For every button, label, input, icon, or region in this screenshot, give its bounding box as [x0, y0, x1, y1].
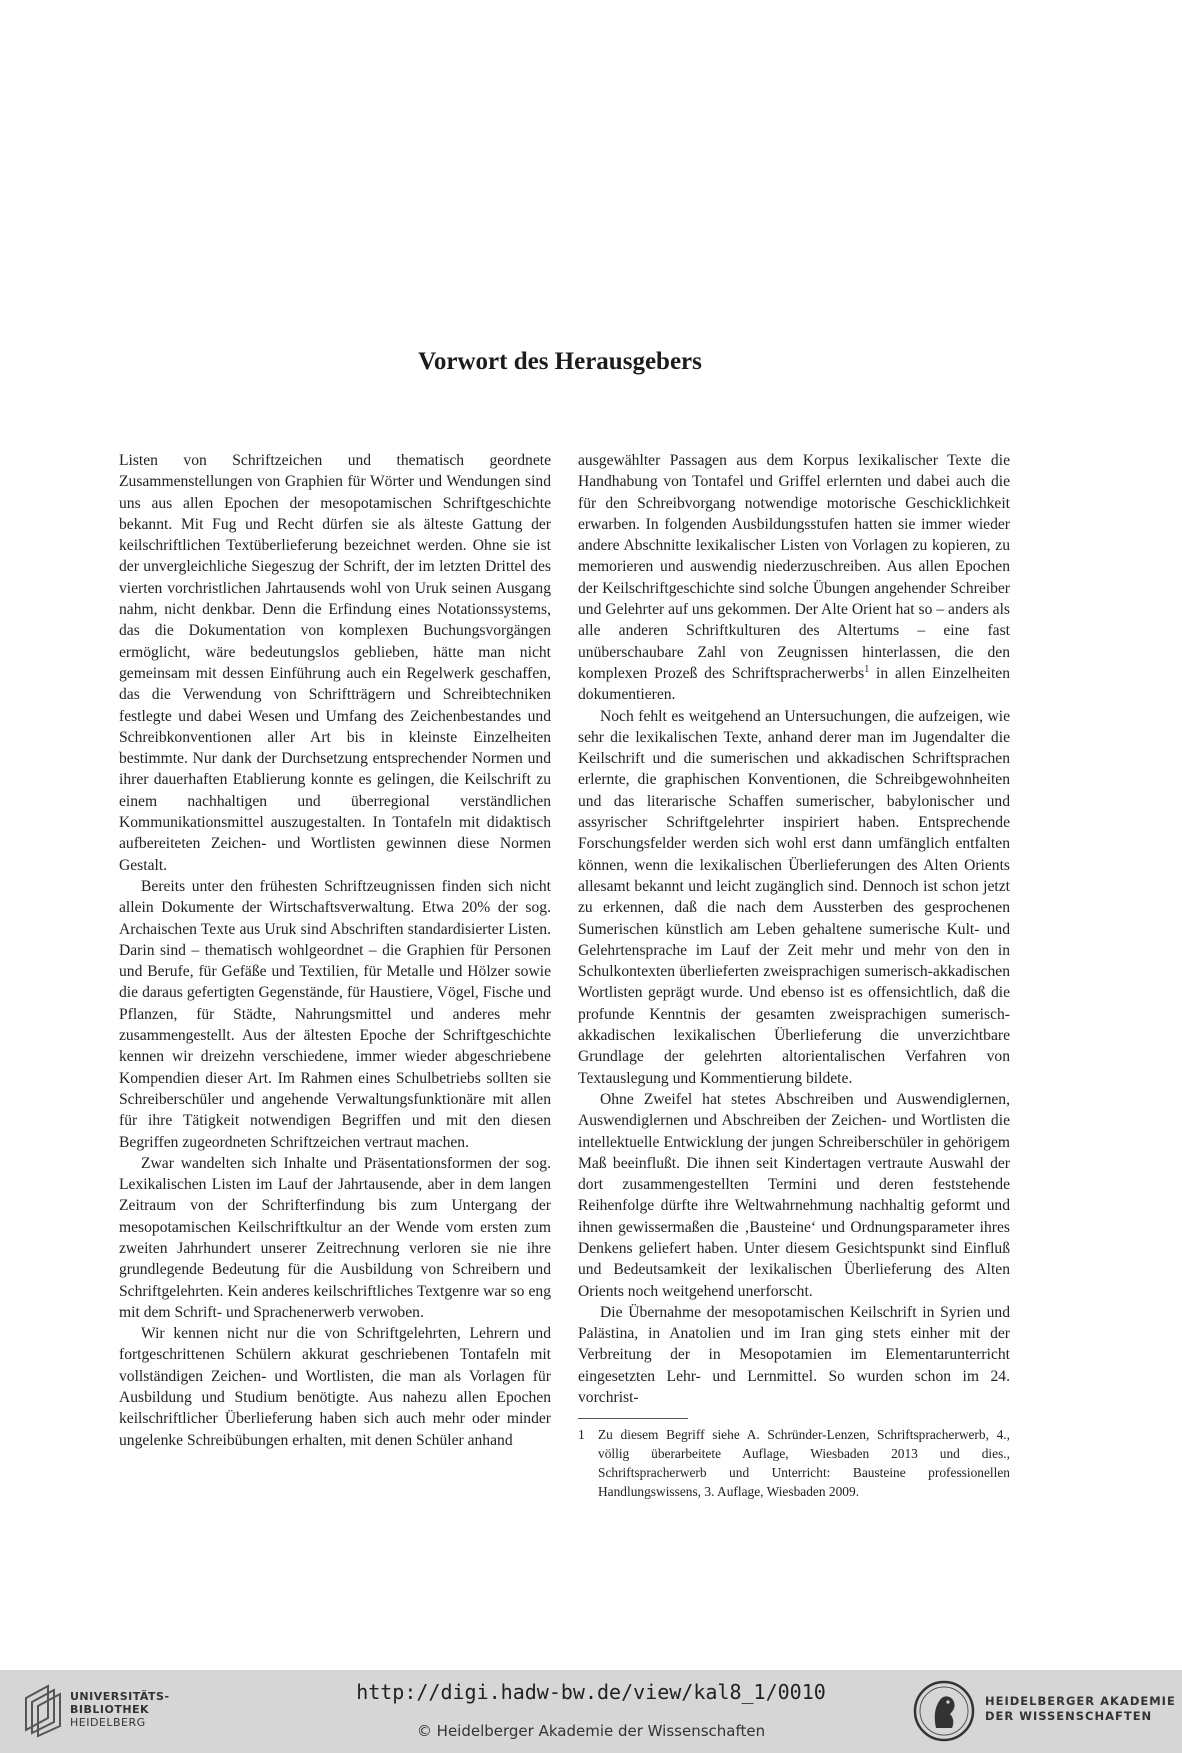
left-column: [119, 450, 551, 1451]
paragraph-text: ausgewählter Passagen aus dem Korpus lexikalischer Texte die Handhabung von Tontafel und Griffel erlernten und dabei auch die für den Schreibvorgang notwendige motorische Geschicklichkeit erwarben. In folgenden Ausbildungsstufen hatten sie immer wieder andere Abschnitte lexikalischer Listen von Vorlagen zu kopieren, zu memorieren und auswendig niederzuschreiben. Aus allen Epochen der Keilschriftgeschichte sind solche Übungen angehender Schreiber und Gelehrter auf uns gekommen. Der Alte Orient hat so – anders als alle anderen Schriftkulturen des Altertums – eine fast unüberschaubare Zahl von Zeugnissen hinterlassen, die den komplexen Prozeß des Schriftspracherwerbs: [578, 452, 1010, 682]
footnote-divider: [578, 1418, 688, 1419]
paragraph: Bereits unter den frühesten Schriftzeugnissen finden sich nicht allein Dokumente der Wirtschaftsverwaltung. Etwa 20% der sog. Archaischen Texte aus Uruk sind Abschriften standardisierter Listen. Darin sind – thematisch wohlgeordnet – die Graphien für Personen und Berufe, für Gefäße und Textilien, für Metalle und Hölzer sowie die daraus gefertigten Gegenstände, für Haustiere, Vögel, Fische und Pflanzen, für Städte, Nahrungsmittel und anderes mehr zusammengestellt. Aus der ältesten Epoche der Schriftgeschichte kennen wir dreizehn verschiedene, immer wieder abgeschriebene Kompendien dieser Art. Im Rahmen eines Schulbetriebs sollten sie Schreiberschüler und angehende Verwaltungsfunktionäre mit allen für ihre Tätigkeit notwendigen Begriffen und mit den diesen Begriffen zugeordneten Schriftzeichen vertraut machen.: [119, 877, 551, 1151]
paragraph: Zwar wandelten sich Inhalte und Präsentationsformen der sog. Lexikalischen Listen im Lauf der Jahrtausende, aber in dem langen Zeitraum von der Schrifterfindung bis zum Untergang der mesopotamischen Keilschriftkultur an der Wende vom ersten zum zweiten Jahrhundert unserer Zeitrechnung verloren sie nie ihre grundlegende Bedeutung für die Ausbildung von Schreibern und Schriftgelehrten. Kein anderes keilschriftliches Textgenre war so eng mit dem Schrift- und Sprachenerwerb verwoben.: [119, 1154, 551, 1321]
footer-bar: [0, 1670, 1182, 1753]
logo-text-line: DER WISSENSCHAFTEN: [985, 1709, 1153, 1723]
page-title: Vorwort des Herausgebers: [418, 348, 702, 375]
logo-text-line: UNIVERSITÄTS-: [70, 1690, 170, 1703]
academy-name[interactable]: [985, 1694, 1176, 1724]
footnote: [578, 1425, 1010, 1501]
right-column: [578, 450, 1010, 1501]
logo-text-line: BIBLIOTHEK: [70, 1703, 150, 1716]
paragraph: Listen von Schriftzeichen und thematisch geordnete Zusammenstellungen von Graphien für Wörter und Wendungen sind uns aus allen Epochen der mesopotamischen Schriftgeschichte bekannt. Mit Fug und Recht dürfen sie als älteste Gattung der keilschriftlichen Textüberlieferung bezeichnet werden. Ohne sie ist der unvergleichliche Siegeszug der Schrift, der im letzten Drittel des vierten vorchristlichen Jahrtausends wohl von Uruk seinen Ausgang nahm, nicht denkbar. Denn die Erfindung eines Notationssystems, das die Dokumentation von komplexen Buchungsvorgängen ermöglicht, wäre bedeutungslos geblieben, hätte man nicht gemeinsam mit dessen Einführung auch ein Regelwerk geschaffen, das die Verwendung von Schriftträgern und Schreibtechniken festlegte und dabei Wesen und Umfang des Zeichenbestandes und Schreibkonventionen aller Art bis in kleinste Einzelheiten bestimmte. Nur dank der Durchsetzung entsprechender Normen und ihrer dauerhaften Etablierung konnte es gelingen, die Keilschrift zu einem nachhaltigen und überregional verständlichen Kommunikationsmittel auszugestalten. In Tontafeln mit didaktisch aufbereiteten Zeichen- und Wortlisten gewinnen diese Normen Gestalt.: [119, 452, 551, 874]
footnote-text: Zu diesem Begriff siehe A. Schründer-Lenzen, Schriftspracherwerb, 4., völlig überarbeitete Auflage, Wiesbaden 2013 und dies., Schriftspracherwerb und Unterricht: Bausteine professionellen Handlungswissens, 3. Auflage, Wiesbaden 2009.: [598, 1427, 1010, 1500]
source-url-link[interactable]: http://digi.hadw-bw.de/view/kal8_1/0010: [356, 1680, 826, 1704]
logo-text-line: HEIDELBERGER AKADEMIE: [985, 1694, 1176, 1708]
paragraph: Noch fehlt es weitgehend an Untersuchungen, die aufzeigen, wie sehr die lexikalischen Texte, anhand derer man im Jugendalter die Keilschrift und die sumerischen und akkadischen Schriftsprachen erlernte, die graphischen Konventionen, die Schreibgewohnheiten und das literarische Schaffen sumerischer, babylonischer und assyrischer Schriftgelehrter inspiriert haben. Entsprechende Forschungsfelder werden sich wohl erst dann umfänglich entfalten können, wenn die lexikalischen Überlieferungen des Alten Orients allesamt bekannt und leicht zugänglich sind. Dennoch ist schon jetzt zu erkennen, daß die nach dem Aussterben des gesprochenen Sumerischen künstlich am Leben gehaltene sumerische Kult- und Gelehrtensprache im Lauf der Zeit mehr und mehr von den in Schulkontexten überlieferten zweisprachigen sumerisch-akkadischen Wortlisten geprägt wurde. Und ebenso ist es offensichtlich, daß die profunde Kenntnis der gesamten zweisprachigen sumerisch-akkadischen lexikalischen Überlieferung die unverzichtbare Grundlage der gelehrten altorientalischen Verfahren von Textauslegung und Kommentierung bildete.: [578, 707, 1010, 1087]
paragraph: Wir kennen nicht nur die von Schriftgelehrten, Lehrern und fortgeschrittenen Schülern akkurat geschriebenen Tontafeln mit vollständigen Zeichen- und Wortlisten, die man als Vorlagen für Ausbildung und Studium benötigte. Aus nahezu allen Epochen keilschriftlicher Überlieferung haben sich auch mehr oder minder ungelenke Schreibübungen erhalten, mit denen Schüler anhand: [119, 1325, 551, 1449]
footnote-number: 1: [578, 1427, 585, 1443]
academy-seal-icon[interactable]: [912, 1678, 976, 1744]
paragraph: Ohne Zweifel hat stetes Abschreiben und Auswendiglernen, Auswendiglernen und Abschreiben der Zeichen- und Wortlisten die intellektuelle Entwicklung der jungen Schreiberschüler in gehörigem Maß beeinflußt. Die ihnen seit Kindertagen vertraute Auswahl der dort zusammengestellten Termini und deren feststehende Reihenfolge dürfte ihre Weltwahrnehmung nachhaltig geformt und ihnen gewissermaßen die ‚Bausteine‘ und Ordnungsparameter ihres Denkens geliefert haben. Unter diesem Gesichtspunkt sind Einfluß und Bedeutsamkeit der lexikalischen Überlieferung des Alten Orients noch weitgehend unerforscht.: [578, 1090, 1010, 1300]
paragraph-text: in allen Einzelheiten dokumentieren.: [578, 664, 1010, 704]
paragraph: [578, 450, 1010, 706]
footnote-marker[interactable]: 1: [864, 663, 870, 675]
paragraph: Die Übernahme der mesopotamischen Keilschrift in Syrien und Palästina, in Anatolien und im Iran ging stets einher mit der Verbreitung der in Mesopotamien im Elementarunterricht eingesetzten Lehr- und Lernmittel. So wurden schon im 24. vorchrist-: [578, 1303, 1010, 1407]
logo-text-line: HEIDELBERG: [70, 1716, 146, 1729]
copyright-notice: © Heidelberger Akademie der Wissenschaften: [416, 1722, 766, 1740]
